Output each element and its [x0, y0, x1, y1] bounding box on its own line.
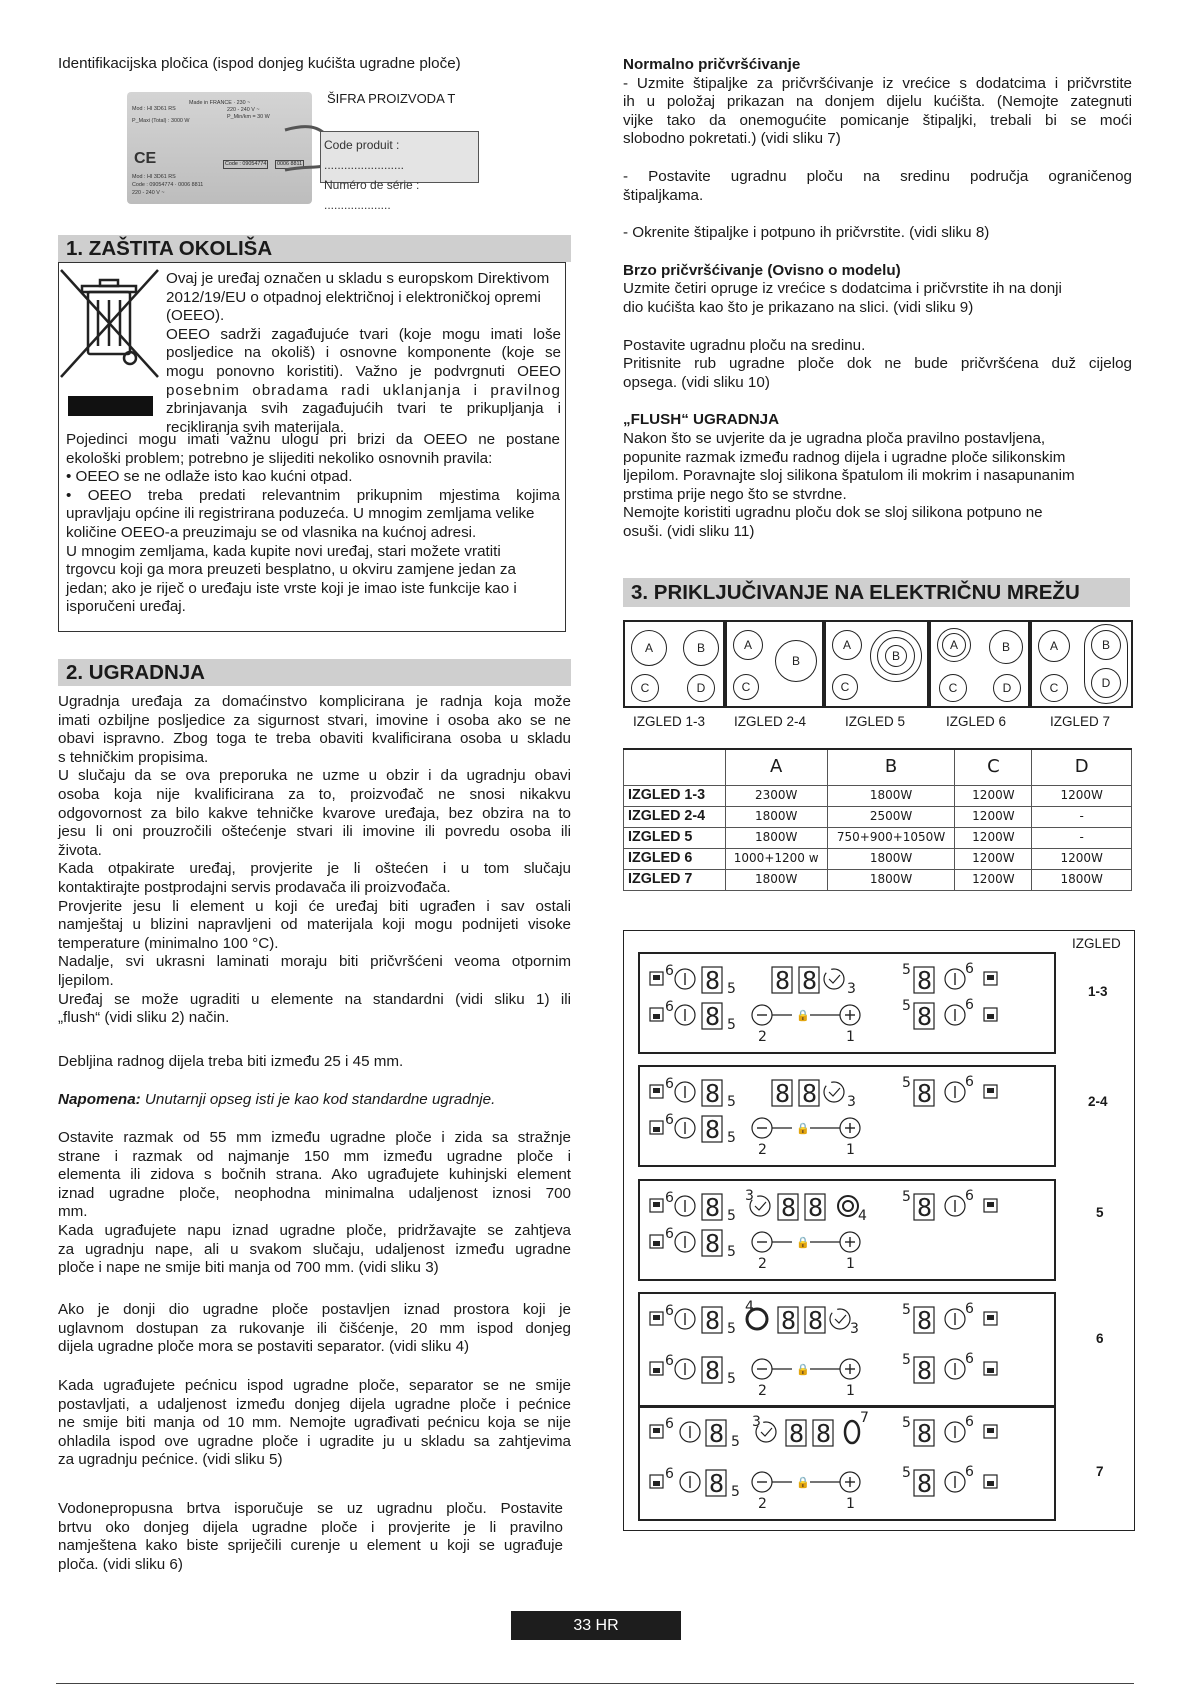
svg-text:8: 8: [917, 1469, 933, 1498]
svg-text:8: 8: [709, 1469, 725, 1498]
layout-label-1-3: IZGLED 1-3: [633, 714, 706, 729]
svg-text:8: 8: [789, 1419, 805, 1448]
label-6: 6: [965, 1464, 974, 1480]
panel-5: [638, 1179, 1056, 1281]
note: Napomena: Unutarnji opseg isti je kao kod standardne ugradnje.: [58, 1091, 496, 1108]
right-top-text: Normalno pričvršćivanje - Uzmite štipaljke za pričvršćivanje iz vrećice s dodatcima i pričvrstite ih u položaj prikazan na donjem dijelu kućišta. (Nemojte zategnuti vijke tako da onemogućite pomicanje štipaljki, trebali bi se moći slobodno pokretati.) (vidi sliku 7) - Postavite ugradnu ploču na sredinu područja ograničenog štipaljkama. - Okrenite štipaljke i potpuno ih pričvrstite. (vidi sliku 8) Brzo pričvršćivanje (Ovisno o modelu) Uzmite četiri opruge iz vrećice s dodatcima i pričvrstite ih na donji dio kućišta kao što je prikazano na slici. (vidi sliku 9) Postavite ugradnu ploču na sredinu. Pritisnite rub ugradne ploče dok ne bude pričvršćena duž cijelog opsega. (vidi sliku 10) „FLUSH“ UGRADNJA Nakon što se uvjerite da je ugradna ploča pravilno postavljena, popunite razmak između radnog dijela i ugradne ploče silikonskim ljepilom. Poravnajte sloj silikona špatulom ili mokrim i nasapunanim prstima prije nego što se stvrdne. Nemojte koristiti ugradnu ploču dok se sloj silikona potpuno ne osuši. (vidi sliku 11): [623, 56, 1132, 540]
table-row: IZGLED 1-3 2300W 1800W 1200W 1200W: [624, 785, 1132, 806]
label-6: 6: [965, 1074, 974, 1090]
svg-text:8: 8: [917, 1306, 933, 1335]
svg-text:8: 8: [705, 1356, 721, 1385]
label-6: 6: [965, 1351, 974, 1367]
layout-5: A B C: [824, 620, 929, 708]
label-5: 5: [727, 1094, 736, 1110]
label-1: 1: [846, 1142, 855, 1158]
label-5: 5: [731, 1484, 740, 1500]
layout-label-2-4: IZGLED 2-4: [734, 714, 807, 729]
plate-caption: Identifikacijska pločica (ispod donjeg kućišta ugradne ploče): [58, 55, 461, 72]
power-table: [623, 748, 1132, 891]
label-6: 6: [965, 1188, 974, 1204]
label-6: 6: [665, 963, 674, 979]
table-row: IZGLED 5 1800W 750+900+1050W 1200W -: [624, 827, 1132, 848]
label-6: 6: [665, 1112, 674, 1128]
label-3: 3: [847, 1094, 856, 1110]
label-5: 5: [727, 1321, 736, 1337]
layout-label-7: IZGLED 7: [1050, 714, 1111, 729]
label-1: 1: [846, 1383, 855, 1399]
panel-label-7: 7: [1096, 1464, 1104, 1479]
svg-text:8: 8: [709, 1419, 725, 1448]
panel-label-1-3: 1-3: [1088, 984, 1108, 999]
timer-icon[interactable]: [830, 1309, 850, 1329]
label-2: 2: [758, 1496, 767, 1512]
oven-text: Kada ugrađujete pećnicu ispod ugradne ploče, separator se ne smije postavljati, a udaljenost između donjeg dijela ugradne ploče i pećnice ne smije biti manja od 10 mm. Nemojte ugrađivati pećnicu koja se nije ohladila ispod ove ugradne ploče i ugradite ju u skladu sa zahtjevima za ugradnju pećnice. (vidi sliku 5): [58, 1377, 571, 1469]
label-5: 5: [902, 1075, 911, 1091]
label-5: 5: [902, 1465, 911, 1481]
panel-label-2-4: 2-4: [1088, 1094, 1108, 1109]
svg-text:8: 8: [917, 1079, 933, 1108]
section-2-title: 2. UGRADNJA: [58, 659, 571, 686]
label-3: 3: [850, 1321, 859, 1337]
layout-6: A B C D: [929, 620, 1030, 708]
svg-text:8: 8: [917, 1356, 933, 1385]
weee-intro: Ovaj je uređaj označen u skladu s europskom Direktivom 2012/19/EU o otpadnoj električnoj i elektroničkoj opremi (OEEO). OEEO sadrži zagađujuće tvari (koje mogu imati loše posljedice na okoliš) i osnovne komponente (koje se mogu ponovno koristiti). Važno je podvrgnuti OEEO posebnim obradama radi uklanjanja i pravilnog zbrinjavanja svih zagađujućih tvari te prikupljanja i recikliranja svih materijala.: [166, 270, 561, 436]
label-5: 5: [727, 1130, 736, 1146]
panel-7: [638, 1405, 1056, 1521]
controls-header: IZGLED: [1072, 936, 1121, 951]
separator-text: Ako je donji dio ugradne ploče postavljen iznad prostora koji je uglavnom dostupan za rukovanje ili čišćenje, 20 mm ispod donjeg dijela ugradne ploče mora se postaviti separator. (vidi sliku 4): [58, 1301, 571, 1356]
code-box: Code produit : ........................ Numéro de série : ....................: [320, 131, 479, 183]
svg-text:8: 8: [705, 1079, 721, 1108]
label-5: 5: [731, 1434, 740, 1450]
label-4: 4: [745, 1299, 754, 1315]
label-3: 3: [752, 1414, 761, 1430]
panel-6: [638, 1292, 1056, 1408]
svg-text:8: 8: [917, 966, 933, 995]
label-5: 5: [902, 1189, 911, 1205]
table-header: A B C D: [624, 749, 1132, 785]
svg-text:8: 8: [917, 1002, 933, 1031]
label-6: 6: [665, 1353, 674, 1369]
svg-text:8: 8: [705, 1306, 721, 1335]
svg-text:8: 8: [808, 1193, 824, 1222]
timer-icon[interactable]: [824, 1082, 844, 1102]
svg-text:8: 8: [917, 1193, 933, 1222]
svg-text:8: 8: [917, 1419, 933, 1448]
weee-bin-icon: [58, 262, 161, 417]
svg-text:8: 8: [705, 1229, 721, 1258]
svg-text:8: 8: [775, 966, 791, 995]
svg-text:8: 8: [802, 1079, 818, 1108]
label-6: 6: [965, 997, 974, 1013]
svg-text:8: 8: [705, 1002, 721, 1031]
label-6: 6: [665, 1416, 674, 1432]
label-5: 5: [727, 981, 736, 997]
svg-text:8: 8: [705, 1193, 721, 1222]
label-6: 6: [965, 1414, 974, 1430]
layout-2-4: A B C: [725, 620, 824, 708]
zone-layouts: [623, 620, 1133, 708]
section-1-title: 1. ZAŠTITA OKOLIŠA: [58, 235, 571, 262]
label-1: 1: [846, 1029, 855, 1045]
label-6: 6: [665, 999, 674, 1015]
label-6: 6: [665, 1303, 674, 1319]
lock-icon[interactable]: 🔒: [796, 1477, 810, 1489]
label-3: 3: [847, 981, 856, 997]
lock-icon[interactable]: 🔒: [796, 1364, 810, 1376]
label-1: 1: [846, 1256, 855, 1272]
panel-label-5: 5: [1096, 1205, 1104, 1220]
svg-text:8: 8: [775, 1079, 791, 1108]
zone-ring-icon[interactable]: [838, 1196, 858, 1216]
panel-label-6: 6: [1096, 1331, 1104, 1346]
layout-label-6: IZGLED 6: [946, 714, 1007, 729]
page-number: 33 HR: [511, 1611, 681, 1640]
installation-text: Ugradnja uređaja za domaćinstvo komplicirana je radnja koja može imati ozbiljne posljedice za sigurnost stvari, imovine i osoba ako se ne obavi ispravno. Zbog toga te treba obaviti kvalificirana osoba u skladu s tehničkim propisima. U slučaju da se ova preporuka ne uzme u obzir i da ugradnju obavi osoba koja nije kvalificirana za to, proizvođač ne snosi nikakvu odgovornost za bilo kakve tehničke kvarove uređaja, bez obzira na to jesu li oni prouzročili oštećenje stvari ili imovine ili povredu osoba ili života. Kada otpakirate uređaj, provjerite je li oštećen i u tom slučaju kontaktirajte postprodajni servis prodavača ili proizvođača. Provjerite jesu li element u koji će uređaj biti ugrađen i sav ostali namještaj u blizini napravljeni od materijala koji mogu podnijeti visoke temperature (minimalno 100 °C). Nadalje, svi ukrasni laminati moraju biti pričvršćeni veoma otpornim ljepilom. Uređaj se može ugraditi u elemente na standardni (vidi sliku 1) ili „flush“ (vidi sliku 2) način.: [58, 693, 571, 1027]
label-5: 5: [727, 1244, 736, 1260]
svg-text:8: 8: [816, 1419, 832, 1448]
label-5: 5: [727, 1208, 736, 1224]
thickness-text: Debljina radnog dijela treba biti između 25 i 45 mm.: [58, 1053, 404, 1070]
identification-plate-image: Mod : HI 3D61 RS Made in FRANCE · 230 ~ 220 - 240 V ~ P_Maxi (Total) : 3000 W P_Min/km = 30 W CE Code : 09054774 0006 8811 Mod : HI 3D61 RS Code : 09054774 · 0006 8811 220 - 240 V ~: [127, 92, 312, 204]
label-5: 5: [727, 1371, 736, 1387]
label-2: 2: [758, 1142, 767, 1158]
label-5: 5: [902, 1302, 911, 1318]
svg-text:8: 8: [705, 1115, 721, 1144]
layout-7: A B D C: [1030, 620, 1133, 708]
table-row: IZGLED 6 1000+1200 w 1800W 1200W 1200W: [624, 848, 1132, 869]
label-6: 6: [965, 961, 974, 977]
layout-1-3: A B C D: [623, 620, 725, 708]
table-row: IZGLED 2-4 1800W 2500W 1200W -: [624, 806, 1132, 827]
label-5: 5: [727, 1017, 736, 1033]
label-6: 6: [665, 1076, 674, 1092]
label-5: 5: [902, 1415, 911, 1431]
weee-rules: Pojedinci mogu imati važnu ulogu pri brizi da OEEO ne postane ekološki problem; potrebno je slijediti nekoliko osnovnih pravila: • OEEO se ne odlaže isto kao kućni otpad. • OEEO treba predati relevantnim prikupnim mjestima kojima upravljaju općine ili registrirana poduzeća. U mnogim zemljama velike količine OEEO-a preuzimaju se od vlasnika na kućnoj adresi. U mnogim zemljama, kada kupite novi uređaj, stari možete vratiti trgovcu koji ga mora preuzeti besplatno, u okviru zamjene jedan za jedan; ako je riječ o uređaju iste vrste koji je imao iste funkcije kao i isporučeni uređaj.: [66, 431, 560, 616]
lock-icon[interactable]: 🔒: [796, 1010, 810, 1022]
svg-text:8: 8: [781, 1306, 797, 1335]
label-5: 5: [902, 998, 911, 1014]
label-3: 3: [745, 1188, 754, 1204]
svg-text:8: 8: [802, 966, 818, 995]
code-label: ŠIFRA PROIZVODA T: [327, 91, 456, 106]
svg-text:8: 8: [781, 1193, 797, 1222]
lock-icon[interactable]: 🔒: [796, 1237, 810, 1249]
lock-icon[interactable]: 🔒: [796, 1123, 810, 1135]
ce-mark: CE: [134, 150, 157, 167]
layout-label-5: IZGLED 5: [845, 714, 906, 729]
section-3-title: 3. PRIKLJUČIVANJE NA ELEKTRIČNU MREŽU: [623, 578, 1130, 607]
timer-icon[interactable]: [824, 969, 844, 989]
zone-ring-icon[interactable]: [747, 1309, 767, 1329]
label-7: 7: [860, 1410, 869, 1426]
label-2: 2: [758, 1029, 767, 1045]
svg-text:8: 8: [808, 1306, 824, 1335]
label-2: 2: [758, 1256, 767, 1272]
label-5: 5: [902, 1352, 911, 1368]
bridge-zone-icon[interactable]: [845, 1421, 859, 1443]
panel-2-4: [638, 1065, 1056, 1167]
panel-1-3: [638, 952, 1056, 1054]
label-2: 2: [758, 1383, 767, 1399]
label-1: 1: [846, 1496, 855, 1512]
table-row: IZGLED 7 1800W 1800W 1200W 1800W: [624, 869, 1132, 890]
label-4: 4: [858, 1208, 867, 1224]
clearance-text: Ostavite razmak od 55 mm između ugradne ploče i zida sa stražnje strane i razmak od najmanje 150 mm između ugradne ploče i elementa ili zidova s bočnih strana. Ako ugrađujete kuhinjski element iznad ugradne ploče, neophodna minimalna udaljenost iznosi 700 mm. Kada ugrađujete napu iznad ugradne ploče, pridržavajte se zahtjeva za ugradnju nape, ali u svakom slučaju, udaljenost između ugradne ploče i nape ne smije biti manja od 700 mm. (vidi sliku 3): [58, 1129, 571, 1277]
label-6: 6: [665, 1226, 674, 1242]
label-6: 6: [965, 1301, 974, 1317]
label-5: 5: [902, 962, 911, 978]
seal-text: Vodonepropusna brtva isporučuje se uz ugradnu ploču. Postavite brtvu oko donjeg dijela ugradne ploče i provjerite je li pravilno namještena kako biste spriječili curenje u element u koji se ugrađuje ploča. (vidi sliku 6): [58, 1500, 563, 1573]
label-6: 6: [665, 1466, 674, 1482]
svg-text:8: 8: [705, 966, 721, 995]
label-6: 6: [665, 1190, 674, 1206]
